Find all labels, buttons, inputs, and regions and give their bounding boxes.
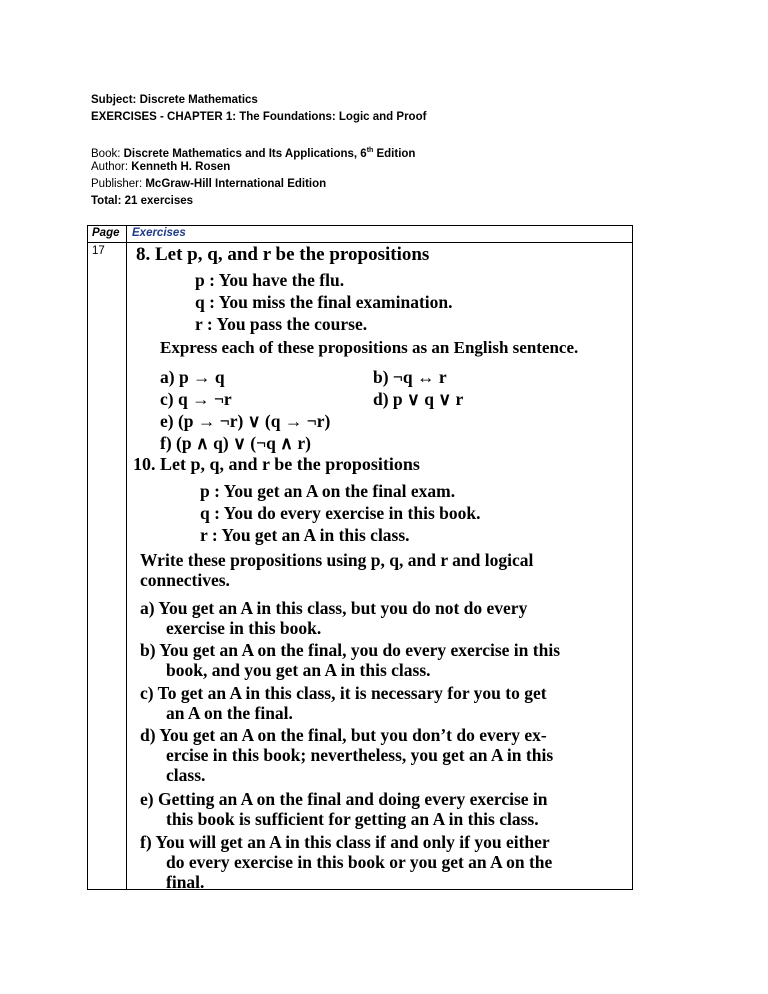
ex10-prop-p: p : You get an A on the final exam. [200, 481, 456, 501]
exercise-table [87, 225, 633, 890]
ex8-part-b: b) ¬q ↔ r [373, 367, 447, 387]
ex10-part-f-2: do every exercise in this book or you get an A on the [166, 852, 553, 872]
ex10-part-f-1: f) You will get an A in this class if and only if you either [140, 832, 550, 852]
book-edition-suffix: Edition [373, 147, 416, 160]
publisher-value: McGraw-Hill International Edition [145, 178, 327, 190]
ex8-prop-q: q : You miss the final examination. [195, 292, 453, 312]
ex8-part-e: e) (p → ¬r) ∨ (q → ¬r) [160, 411, 331, 431]
book-label: Book: [91, 147, 121, 160]
subject-label: Subject: [91, 94, 137, 106]
ex8-prop-r: r : You pass the course. [195, 314, 368, 334]
ex10-part-e-2: this book is sufficient for getting an A in this class. [166, 809, 539, 829]
publisher-line [91, 176, 326, 193]
ex8-part-c: c) q → ¬r [160, 389, 232, 409]
subject-value: Discrete Mathematics [139, 94, 258, 106]
exercises-title-text: EXERCISES - CHAPTER 1: The Foundations: Logic and Proof [91, 111, 427, 123]
ex10-part-a-1: a) You get an A in this class, but you do not do every [140, 598, 528, 618]
ex10-part-a-2: exercise in this book. [166, 618, 322, 638]
ex10-part-d-2: ercise in this book; nevertheless, you get an A in this [166, 745, 554, 765]
author-line [91, 159, 230, 176]
ex8-intro: 8. Let p, q, and r be the propositions [136, 244, 430, 265]
exercises-title [91, 109, 426, 126]
ex10-prop-r: r : You get an A in this class. [200, 525, 410, 545]
ex10-part-c-2: an A on the final. [166, 703, 293, 723]
page-number: 17 [92, 245, 105, 257]
table-column-divider [126, 226, 127, 889]
ex10-part-d-1: d) You get an A on the final, but you don’t do every ex- [140, 725, 547, 745]
ex10-part-c-1: c) To get an A in this class, it is necessary for you to get [140, 683, 547, 703]
ex8-prop-p: p : You have the flu. [195, 270, 345, 290]
ex8-part-a: a) p → q [160, 367, 225, 387]
ex8-part-f: f) (p ∧ q) ∨ (¬q ∧ r) [160, 433, 311, 453]
book-value: Discrete Mathematics and Its Applications, 6 [123, 147, 367, 160]
publisher-label: Publisher: [91, 178, 143, 190]
total-exercises: Total: 21 exercises [91, 195, 194, 207]
ex8-instruction: Express each of these propositions as an English sentence. [160, 338, 579, 357]
ex10-part-e-1: e) Getting an A on the final and doing every exercise in [140, 789, 548, 809]
ex10-part-b-1: b) You get an A on the final, you do every exercise in this [140, 640, 561, 660]
author-value: Kenneth H. Rosen [131, 161, 231, 173]
author-label: Author: [91, 161, 129, 173]
table-header-divider [88, 242, 632, 243]
book-edition-sup: th [366, 147, 374, 154]
ex10-instruction-2: connectives. [140, 570, 230, 590]
table-header-exercises: Exercises [132, 227, 186, 239]
ex10-part-f-3: final. [166, 872, 205, 892]
subject-line [91, 92, 258, 109]
ex10-intro: 10. Let p, q, and r be the propositions [133, 454, 420, 474]
ex10-instruction-1: Write these propositions using p, q, and r and logical [140, 550, 534, 570]
ex10-part-b-2: book, and you get an A in this class. [166, 660, 431, 680]
ex10-prop-q: q : You do every exercise in this book. [200, 503, 481, 523]
ex10-part-d-3: class. [166, 765, 206, 785]
ex8-part-d: d) p ∨ q ∨ r [373, 389, 464, 409]
total-line [91, 193, 193, 210]
table-header-page: Page [92, 227, 120, 239]
